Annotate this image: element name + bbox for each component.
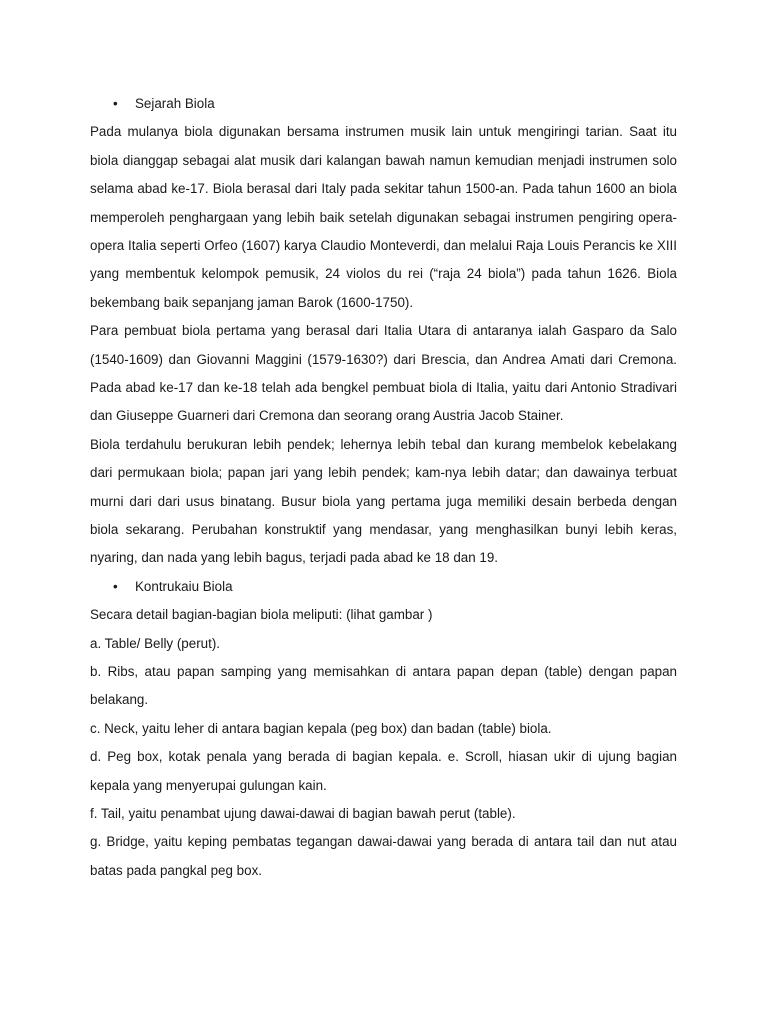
document-page [90, 90, 677, 885]
paragraph: Para pembuat biola pertama yang berasal dari Italia Utara di antaranya ialah Gasparo da Salo (1540-1609) dan Giovanni Maggini (1579-1630?) dari Brescia, dan Andrea Amati dari Cremona. Pada abad ke-17 dan ke-18 telah ada bengkel pembuat biola di Italia, yaitu dari Antonio Stradivari dan Giuseppe Guarneri dari Cremona dan seorang orang Austria Jacob Stainer. [90, 323, 677, 424]
bullet-icon: • [113, 96, 118, 111]
paragraph: Biola terdahulu berukuran lebih pendek; lehernya lebih tebal dan kurang membelok kebelakang dari permukaan biola; papan jari yang lebih pendek; kam-nya lebih datar; dan dawainya terbuat murni dari dari usus binatang. Busur biola yang pertama juga memiliki desain berbeda dengan biola sekarang. Perubahan konstruktif yang mendasar, yang menghasilkan bunyi lebih keras, nyaring, dan nada yang lebih bagus, terjadi pada abad ke 18 dan 19. [90, 436, 677, 566]
list-item: d. Peg box, kotak penala yang berada di bagian kepala. e. Scroll, hiasan ukir di ujung bagian kepala yang menyerupai gulungan kain. [90, 749, 677, 793]
list-item: a. Table/ Belly (perut). [90, 635, 221, 651]
list-item: f. Tail, yaitu penambat ujung dawai-dawai di bagian bawah perut (table). [90, 805, 516, 821]
section-heading-sejarah [90, 90, 677, 118]
list-item: b. Ribs, atau papan samping yang memisahkan di antara papan depan (table) dengan papan belakang. [90, 663, 677, 708]
list-item: g. Bridge, yaitu keping pembatas tegangan dawai-dawai yang berada di antara tail dan nut atau batas pada pangkal peg box. [90, 834, 677, 878]
section-heading-text: Kontrukaiu Biola [135, 578, 233, 594]
list-item: c. Neck, yaitu leher di antara bagian kepala (peg box) dan badan (table) biola. [90, 720, 552, 736]
section-heading-konstruksi [90, 573, 677, 601]
section-heading-text: Sejarah Biola [135, 96, 215, 111]
paragraph: Secara detail bagian-bagian biola meliputi: (lihat gambar ) [90, 607, 433, 623]
bullet-icon: • [113, 578, 118, 594]
paragraph: Pada mulanya biola digunakan bersama instrumen musik lain untuk mengiringi tarian. Saat itu biola dianggap sebagai alat musik dari kalangan bawah namun kemudian menjadi instrumen solo selama abad ke-17. Biola berasal dari Italy pada sekitar tahun 1500-an. Pada tahun 1600 an biola memperoleh penghargaan yang lebih baik setelah digunakan sebagai instrumen pengiring opera-opera Italia seperti Orfeo (1607) karya Claudio Monteverdi, dan melalui Raja Louis Perancis ke XIII yang membentuk kelompok pemusik, 24 violos du rei (“raja 24 biola”) pada tahun 1626. Biola bekembang baik sepanjang jaman Barok (1600-1750). [90, 124, 677, 310]
